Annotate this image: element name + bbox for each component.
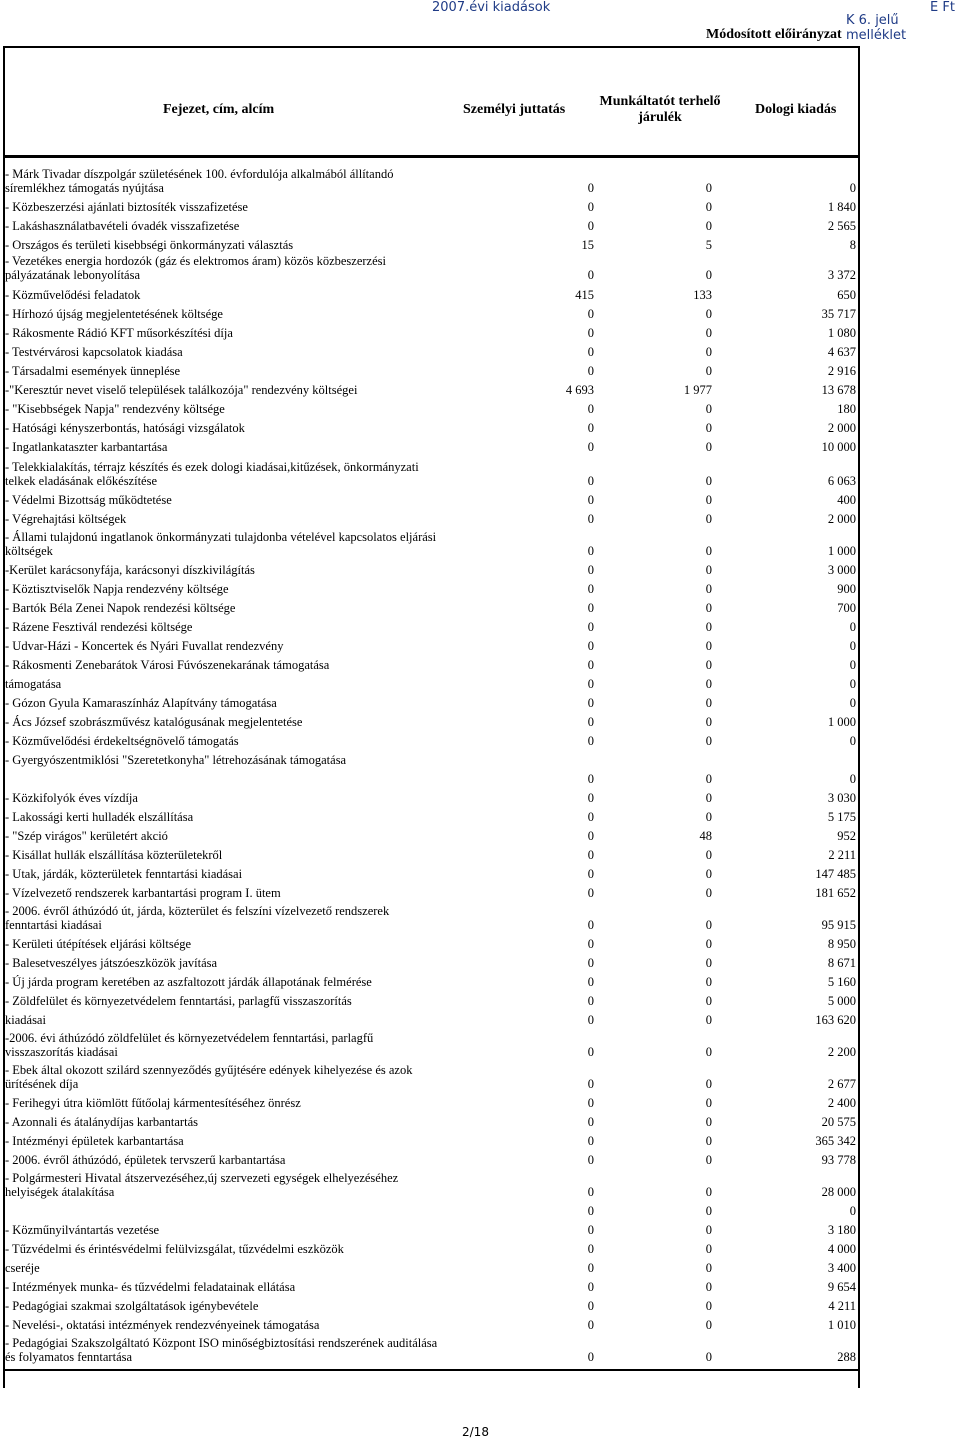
value-employer: 0	[705, 1185, 712, 1199]
row-label: - Telekkialakítás, térrajz készítés és ezek dologi kiadásai,kitűzések, önkormányzati telkek eladásának előkészítése	[5, 460, 419, 488]
value-material: 365 342	[815, 1134, 856, 1148]
table-row	[3, 990, 860, 1009]
header-employer: Munkáltatót terhelő járulék	[599, 94, 721, 125]
value-personal: 0	[587, 1115, 594, 1129]
value-employer: 0	[705, 715, 712, 729]
row-label: - Közkifolyók éves vízdíja	[5, 791, 138, 805]
value-material: 1 000	[827, 544, 856, 558]
value-personal: 0	[587, 326, 594, 340]
row-label: - Intézmények munka- és tűzvédelmi feladatainak ellátása	[5, 1280, 296, 1294]
value-employer: 0	[705, 658, 712, 672]
value-personal: 0	[587, 493, 594, 507]
value-material: 28 000	[821, 1185, 856, 1199]
value-material: 2 400	[827, 1096, 856, 1110]
row-label: - Tűzvédelmi és érintésvédelmi felülvizsgálat, tűzvédelmi eszközök	[5, 1242, 344, 1256]
table-row	[3, 952, 860, 971]
row-label: - Új járda program keretében az aszfaltozott járdák állapotának felmérése	[5, 975, 372, 989]
row-label: -"Keresztúr nevet viselő település​ek találkozója" rendezvény költségei	[5, 383, 358, 397]
value-personal: 0	[587, 975, 594, 989]
value-personal: 0	[587, 1134, 594, 1148]
value-personal: 0	[587, 1318, 594, 1332]
row-label: - Lakossági kerti hulladék elszállítása	[5, 810, 194, 824]
value-material: 5 160	[827, 975, 856, 989]
value-employer: 0	[705, 268, 712, 282]
value-personal: 0	[587, 544, 594, 558]
row-label: kiadásai	[5, 1013, 46, 1027]
value-material: 20 575	[821, 1115, 856, 1129]
year-title: 2007.évi kiadások	[432, 0, 551, 15]
row-label: - Gyergyószentmiklósi "Szeretetkonyha" létrehozásának támogatása	[5, 753, 347, 767]
value-material: 3 400	[827, 1261, 856, 1275]
row-label: - Rákosmenti Zenebarátok Városi Fúvószenekarának támogatása	[5, 658, 330, 672]
value-personal: 0	[587, 345, 594, 359]
value-personal: 0	[587, 402, 594, 416]
table-row	[3, 1238, 860, 1257]
value-material: 35 717	[821, 307, 856, 321]
table-row	[3, 417, 860, 436]
value-personal: 0	[587, 677, 594, 691]
value-personal: 0	[587, 918, 594, 932]
value-personal: 15	[581, 238, 594, 252]
value-employer: 0	[705, 994, 712, 1008]
row-label: támogatása	[5, 677, 62, 691]
value-employer: 0	[705, 1096, 712, 1110]
row-label: - Pedagógiai Szakszolgáltató Központ ISO minőségbiztosítási rendszerének auditálása és folyamatos fenntartása	[5, 1336, 438, 1364]
value-material: 13 678	[821, 383, 856, 397]
table-row	[3, 1092, 860, 1111]
value-material: 1 000	[827, 715, 856, 729]
value-employer: 5	[705, 238, 712, 252]
table-row	[3, 768, 860, 787]
value-material: 2 000	[827, 512, 856, 526]
value-employer: 0	[705, 1013, 712, 1027]
table-row	[3, 597, 860, 616]
value-personal: 0	[587, 937, 594, 951]
table-row	[3, 436, 860, 455]
table-bottom-border	[3, 1369, 860, 1371]
value-material: 2 565	[827, 219, 856, 233]
value-personal: 0	[587, 563, 594, 577]
value-personal: 0	[587, 181, 594, 195]
table-row	[3, 1200, 860, 1219]
value-material: 900	[837, 582, 856, 596]
value-material: 0	[849, 772, 856, 786]
row-label: - Ferihegyi útra kiömlött fűtőolaj kármentesítéséhez önrész	[5, 1096, 301, 1110]
value-personal: 0	[587, 1077, 594, 1091]
value-employer: 0	[705, 512, 712, 526]
modified-budget-title: Módosított előirányzat	[706, 27, 842, 42]
value-employer: 0	[705, 848, 712, 862]
value-employer: 0	[705, 937, 712, 951]
row-label: - "Szép virágos" kerületért akció	[5, 829, 168, 843]
value-employer: 0	[705, 1134, 712, 1148]
table-row	[3, 692, 860, 711]
table-row	[3, 527, 860, 559]
table-row	[3, 635, 860, 654]
value-personal: 0	[587, 696, 594, 710]
value-material: 10 000	[821, 440, 856, 454]
row-label: - Balesetveszélyes játszóeszközök javítása	[5, 956, 218, 970]
value-material: 5 000	[827, 994, 856, 1008]
row-label: - Intézményi épületek karbantartása	[5, 1134, 184, 1148]
value-personal: 0	[587, 421, 594, 435]
value-material: 6 063	[827, 474, 856, 488]
value-employer: 0	[705, 493, 712, 507]
row-label: - Ebek által okozott szilárd szennyeződés gyűjtésére edények kihelyezése és azok ürítésének díja	[5, 1063, 413, 1091]
row-label: - Azonnali és átalánydíjas karbantartás	[5, 1115, 198, 1129]
value-personal: 0	[587, 956, 594, 970]
table-row	[3, 234, 860, 253]
value-employer: 0	[705, 1350, 712, 1364]
value-material: 147 485	[815, 867, 856, 881]
value-employer: 0	[705, 886, 712, 900]
value-employer: 48	[699, 829, 712, 843]
table-row	[3, 1276, 860, 1295]
value-material: 650	[837, 288, 856, 302]
value-material: 4 637	[827, 345, 856, 359]
value-employer: 0	[705, 867, 712, 881]
value-material: 8 950	[827, 937, 856, 951]
row-label: - Zöldfelület és környezetvédelem fenntartási, parlagfű visszaszorítás	[5, 994, 352, 1008]
value-material: 2 916	[827, 364, 856, 378]
table-row	[3, 1295, 860, 1314]
value-personal: 0	[587, 582, 594, 596]
table-row	[3, 971, 860, 990]
value-employer: 0	[705, 1115, 712, 1129]
table-row	[3, 360, 860, 379]
annex-label: K 6. jelű melléklet	[846, 13, 907, 43]
value-employer: 0	[705, 677, 712, 691]
row-label: - Közművelődési érdekeltségnövelő támogatás	[5, 734, 239, 748]
value-personal: 0	[587, 268, 594, 282]
table-row	[3, 158, 860, 196]
value-personal: 0	[587, 658, 594, 672]
value-employer: 1 977	[683, 383, 712, 397]
table-row	[3, 1130, 860, 1149]
value-material: 3 180	[827, 1223, 856, 1237]
table-row	[3, 398, 860, 417]
row-label: - Polgármesteri Hivatal átszervezéséhez,új szervezeti egységek elhelyezéséhez helyiségek átalakítása	[5, 1171, 399, 1199]
row-label: - Lakáshasználatbavételi óvadék visszafizetése	[5, 219, 240, 233]
value-material: 0	[849, 1204, 856, 1218]
table-row	[3, 901, 860, 933]
value-material: 2 000	[827, 421, 856, 435]
table-row	[3, 1333, 860, 1365]
value-employer: 0	[705, 601, 712, 615]
value-personal: 0	[587, 1013, 594, 1027]
table-row	[3, 787, 860, 806]
table-row	[3, 322, 860, 341]
table-row	[3, 654, 860, 673]
table-row	[3, 578, 860, 597]
row-label: - Vízelvezető rendszerek karbantartási program I. ütem	[5, 886, 281, 900]
value-personal: 0	[587, 1096, 594, 1110]
table-row	[3, 749, 860, 768]
value-personal: 0	[587, 1204, 594, 1218]
value-material: 0	[849, 181, 856, 195]
value-personal: 0	[587, 772, 594, 786]
value-material: 8 671	[827, 956, 856, 970]
row-label: cseréje	[5, 1261, 40, 1275]
row-label: - Országos és területi kisebbségi önkormányzati választás	[5, 238, 294, 252]
row-label: - Ács József szobrászművész katalógusának megjelentetése	[5, 715, 303, 729]
row-label: - Közművelődési feladatok	[5, 288, 141, 302]
header-chapter: Fejezet, cím, alcím	[163, 102, 275, 117]
table-row	[3, 1028, 860, 1060]
value-material: 952	[837, 829, 856, 843]
value-material: 8	[849, 238, 856, 252]
row-label: - Állami tulajdonú ingatlanok önkormányzati tulajdonba vételével kapcsolatos eljárási költségek	[5, 530, 437, 558]
value-material: 4 211	[828, 1299, 856, 1313]
row-label: - 2006. évről áthúzódó, épületek tervszerű karbantartása	[5, 1153, 286, 1167]
row-label: -Kerület karácsonyfája, karácsonyi díszkivilágítás	[5, 563, 255, 577]
table-row	[3, 215, 860, 234]
value-employer: 0	[705, 975, 712, 989]
table-row	[3, 806, 860, 825]
value-material: 0	[849, 677, 856, 691]
value-personal: 0	[587, 1045, 594, 1059]
value-material: 1 010	[827, 1318, 856, 1332]
value-employer: 0	[705, 1153, 712, 1167]
value-material: 3 030	[827, 791, 856, 805]
row-label: - Udvar-Házi - Koncertek és Nyári Fuvallat rendezvény	[5, 639, 284, 653]
value-material: 700	[837, 601, 856, 615]
row-label: - Köztisztviselők Napja rendezvény költsége	[5, 582, 229, 596]
table-row	[3, 253, 860, 283]
row-label: - Nevelési-, oktatási intézmények rendezvényeinek támogatása	[5, 1318, 320, 1332]
value-employer: 0	[705, 345, 712, 359]
table-row	[3, 933, 860, 952]
table-row	[3, 1219, 860, 1238]
value-personal: 0	[587, 1350, 594, 1364]
value-material: 9 654	[827, 1280, 856, 1294]
value-employer: 0	[705, 474, 712, 488]
table-row	[3, 341, 860, 360]
value-material: 0	[849, 620, 856, 634]
value-employer: 0	[705, 639, 712, 653]
value-employer: 0	[705, 620, 712, 634]
value-material: 2 200	[827, 1045, 856, 1059]
value-personal: 0	[587, 364, 594, 378]
value-material: 93 778	[821, 1153, 856, 1167]
row-label: - Vezetékes energia hordozók (gáz és elektromos áram) közös közbeszerzési pályázatának lebonyolítása	[5, 254, 386, 282]
table-row	[3, 489, 860, 508]
value-material: 2 677	[827, 1077, 856, 1091]
table-row	[3, 559, 860, 578]
value-material: 180	[837, 402, 856, 416]
value-material: 400	[837, 493, 856, 507]
value-employer: 0	[705, 326, 712, 340]
value-personal: 0	[587, 734, 594, 748]
value-employer: 0	[705, 791, 712, 805]
value-material: 5 175	[827, 810, 856, 824]
value-personal: 0	[587, 440, 594, 454]
row-label: - Utak, járdák, közterületek fenntartási kiadásai	[5, 867, 243, 881]
row-label: - Közműnyilvántartás vezetése	[5, 1223, 160, 1237]
value-employer: 0	[705, 918, 712, 932]
value-employer: 0	[705, 200, 712, 214]
table-row	[3, 455, 860, 489]
value-personal: 0	[587, 512, 594, 526]
value-employer: 133	[693, 288, 712, 302]
value-personal: 0	[587, 1261, 594, 1275]
table-row	[3, 844, 860, 863]
value-personal: 0	[587, 791, 594, 805]
value-material: 1 840	[827, 200, 856, 214]
row-label: - Gózon Gyula Kamaraszínház Alapítvány támogatása	[5, 696, 277, 710]
table-row	[3, 616, 860, 635]
table-row	[3, 1009, 860, 1028]
value-personal: 0	[587, 1280, 594, 1294]
row-label: - Védelmi Bizottság működtetése	[5, 493, 172, 507]
value-employer: 0	[705, 1261, 712, 1275]
value-employer: 0	[705, 1242, 712, 1256]
value-personal: 0	[587, 886, 594, 900]
value-material: 0	[849, 658, 856, 672]
value-personal: 415	[575, 288, 594, 302]
value-material: 288	[837, 1350, 856, 1364]
row-label: - Kerületi útépítések eljárási költsége	[5, 937, 192, 951]
value-employer: 0	[705, 772, 712, 786]
value-employer: 0	[705, 1204, 712, 1218]
value-employer: 0	[705, 1045, 712, 1059]
table-row	[3, 730, 860, 749]
row-label: - Rázene Fesztivál rendezési költsége	[5, 620, 193, 634]
table-row	[3, 1149, 860, 1168]
table-row	[3, 825, 860, 844]
value-personal: 0	[587, 829, 594, 843]
row-label: - Bartók Béla Zenei Napok rendezési költsége	[5, 601, 236, 615]
value-employer: 0	[705, 219, 712, 233]
value-employer: 0	[705, 1280, 712, 1294]
row-label: - Márk Tivadar díszpolgár születésének 100. évfordulója alkalmából állítandó síremlékhez támogatás nyújtása	[5, 167, 394, 195]
value-personal: 0	[587, 810, 594, 824]
page-number: 2/18	[462, 1425, 489, 1439]
value-personal: 0	[587, 1185, 594, 1199]
value-employer: 0	[705, 364, 712, 378]
value-personal: 0	[587, 848, 594, 862]
table-row	[3, 283, 860, 303]
value-material: 4 000	[827, 1242, 856, 1256]
table-row	[3, 379, 860, 398]
value-personal: 0	[587, 1223, 594, 1237]
value-employer: 0	[705, 544, 712, 558]
value-employer: 0	[705, 421, 712, 435]
value-material: 0	[849, 734, 856, 748]
value-personal: 0	[587, 994, 594, 1008]
table-row	[3, 882, 860, 901]
table-row	[3, 1314, 860, 1333]
table-row	[3, 1111, 860, 1130]
table-row	[3, 508, 860, 527]
table-row	[3, 673, 860, 692]
value-employer: 0	[705, 440, 712, 454]
value-material: 2 211	[828, 848, 856, 862]
value-personal: 0	[587, 1299, 594, 1313]
value-personal: 0	[587, 474, 594, 488]
table-row	[3, 196, 860, 215]
table-row	[3, 1168, 860, 1200]
value-employer: 0	[705, 956, 712, 970]
row-label: - Közbeszerzési ajánlati biztosíték visszafizetése	[5, 200, 248, 214]
row-label: - Társadalmi események ünneplése	[5, 364, 181, 378]
value-material: 3 372	[827, 268, 856, 282]
value-employer: 0	[705, 307, 712, 321]
row-label: - Kisállat hullák elszállítása közterületekről	[5, 848, 223, 862]
value-material: 3 000	[827, 563, 856, 577]
value-employer: 0	[705, 1223, 712, 1237]
value-personal: 0	[587, 307, 594, 321]
value-employer: 0	[705, 734, 712, 748]
value-personal: 0	[587, 1153, 594, 1167]
row-label: -2006. évi áthúzódó zöldfelület és környezetvédelem fenntartási, parlagfű visszaszorítás kiadásai	[5, 1031, 374, 1059]
value-material: 1 080	[827, 326, 856, 340]
row-label: - Ingatlankataszter karbantartása	[5, 440, 168, 454]
value-personal: 0	[587, 867, 594, 881]
header-material: Dologi kiadás	[755, 102, 837, 117]
value-employer: 0	[705, 696, 712, 710]
table-row	[3, 303, 860, 322]
value-material: 0	[849, 639, 856, 653]
value-employer: 0	[705, 402, 712, 416]
value-personal: 0	[587, 1242, 594, 1256]
value-material: 0	[849, 696, 856, 710]
value-employer: 0	[705, 1318, 712, 1332]
header-personal: Személyi juttatás	[463, 102, 566, 117]
value-personal: 0	[587, 601, 594, 615]
table-row	[3, 1060, 860, 1092]
value-employer: 0	[705, 1299, 712, 1313]
table-row	[3, 711, 860, 730]
value-material: 163 620	[815, 1013, 856, 1027]
value-personal: 0	[587, 715, 594, 729]
row-label: - Hírhozó újság megjelentetésének költsége	[5, 307, 223, 321]
value-personal: 4 693	[565, 383, 594, 397]
value-employer: 0	[705, 1077, 712, 1091]
row-label: - 2006. évről áthúzódó út, járda, közterület és felszíni vízelvezető rendszerek fenntartási kiadásai	[5, 904, 390, 932]
value-employer: 0	[705, 563, 712, 577]
value-material: 95 915	[821, 918, 856, 932]
row-label: - Testvérvárosi kapcsolatok kiadása	[5, 345, 183, 359]
value-personal: 0	[587, 219, 594, 233]
value-employer: 0	[705, 181, 712, 195]
row-label: - Hatósági kényszerbontás, hatósági vizsgálatok	[5, 421, 245, 435]
table-row	[3, 863, 860, 882]
value-material: 181 652	[815, 886, 856, 900]
value-employer: 0	[705, 810, 712, 824]
unit-label: E Ft	[930, 0, 955, 15]
value-employer: 0	[705, 582, 712, 596]
value-personal: 0	[587, 620, 594, 634]
row-label: - "Kisebbségek Napja" rendezvény költsége	[5, 402, 225, 416]
row-label: - Pedagógiai szakmai szolgáltatások igénybevétele	[5, 1299, 259, 1313]
table-row	[3, 1257, 860, 1276]
row-label: - Rákosmente Rádió KFT műsorkészítési díja	[5, 326, 233, 340]
value-personal: 0	[587, 200, 594, 214]
value-personal: 0	[587, 639, 594, 653]
row-label: - Végrehajtási költségek	[5, 512, 127, 526]
